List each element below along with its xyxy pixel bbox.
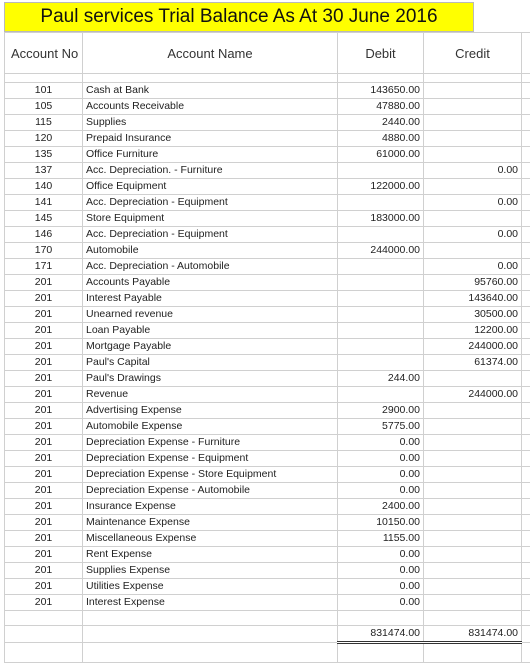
- empty-cell[interactable]: [522, 643, 530, 663]
- account-name-cell[interactable]: Automobile: [83, 243, 338, 259]
- debit-cell[interactable]: 143650.00: [338, 83, 424, 99]
- credit-cell[interactable]: [424, 515, 522, 531]
- credit-cell[interactable]: [424, 579, 522, 595]
- table-row: [5, 547, 530, 563]
- header-account-name[interactable]: Account Name: [83, 33, 338, 74]
- account-name-cell[interactable]: Cash at Bank: [83, 83, 338, 99]
- empty-cell[interactable]: [522, 339, 530, 355]
- empty-cell[interactable]: [522, 419, 530, 435]
- credit-cell[interactable]: [424, 371, 522, 387]
- table-row: [5, 291, 530, 307]
- empty-cell[interactable]: [522, 323, 530, 339]
- empty-cell[interactable]: [522, 483, 530, 499]
- debit-cell[interactable]: 10150.00: [338, 515, 424, 531]
- empty-cell[interactable]: [338, 643, 424, 663]
- empty-cell[interactable]: [338, 611, 424, 626]
- table-row: [5, 419, 530, 435]
- account-no-cell[interactable]: 201: [5, 419, 83, 435]
- empty-cell[interactable]: [5, 643, 83, 663]
- debit-cell[interactable]: [338, 227, 424, 243]
- account-name-cell[interactable]: Office Equipment: [83, 179, 338, 195]
- account-no-cell[interactable]: 115: [5, 115, 83, 131]
- empty-cell[interactable]: [522, 387, 530, 403]
- credit-cell[interactable]: [424, 451, 522, 467]
- credit-cell[interactable]: [424, 147, 522, 163]
- debit-cell[interactable]: 0.00: [338, 547, 424, 563]
- credit-cell[interactable]: 12200.00: [424, 323, 522, 339]
- empty-cell[interactable]: [83, 74, 338, 83]
- account-no-cell[interactable]: 201: [5, 595, 83, 611]
- account-no-cell[interactable]: 171: [5, 259, 83, 275]
- empty-cell[interactable]: [522, 531, 530, 547]
- debit-cell[interactable]: 183000.00: [338, 211, 424, 227]
- debit-cell[interactable]: [338, 163, 424, 179]
- account-no-cell[interactable]: 201: [5, 563, 83, 579]
- account-name-cell[interactable]: Depreciation Expense - Equipment: [83, 451, 338, 467]
- empty-cell[interactable]: [522, 307, 530, 323]
- total-credit-cell[interactable]: 831474.00: [424, 626, 522, 643]
- header-credit[interactable]: Credit: [424, 33, 522, 74]
- empty-cell[interactable]: [522, 147, 530, 163]
- account-name-cell[interactable]: Accounts Receivable: [83, 99, 338, 115]
- account-no-cell[interactable]: 140: [5, 179, 83, 195]
- empty-cell[interactable]: [83, 626, 338, 643]
- debit-cell[interactable]: 2900.00: [338, 403, 424, 419]
- credit-cell[interactable]: [424, 211, 522, 227]
- credit-cell[interactable]: [424, 467, 522, 483]
- account-name-cell[interactable]: Unearned revenue: [83, 307, 338, 323]
- empty-cell[interactable]: [522, 355, 530, 371]
- trial-balance-table: [4, 32, 530, 663]
- empty-cell[interactable]: [522, 499, 530, 515]
- credit-cell[interactable]: [424, 115, 522, 131]
- debit-cell[interactable]: 244000.00: [338, 243, 424, 259]
- table-row: [5, 483, 530, 499]
- account-name-cell[interactable]: Miscellaneous Expense: [83, 531, 338, 547]
- account-name-cell[interactable]: Loan Payable: [83, 323, 338, 339]
- empty-cell[interactable]: [522, 563, 530, 579]
- account-name-cell[interactable]: Acc. Depreciation - Equipment: [83, 227, 338, 243]
- debit-cell[interactable]: 0.00: [338, 595, 424, 611]
- table-row: [5, 179, 530, 195]
- table-row: [5, 531, 530, 547]
- account-no-cell[interactable]: 201: [5, 483, 83, 499]
- account-name-cell[interactable]: Acc. Depreciation. - Furniture: [83, 163, 338, 179]
- account-no-cell[interactable]: 201: [5, 339, 83, 355]
- table-row: [5, 243, 530, 259]
- empty-cell[interactable]: [522, 371, 530, 387]
- debit-cell[interactable]: 2440.00: [338, 115, 424, 131]
- account-name-cell[interactable]: Depreciation Expense - Store Equipment: [83, 467, 338, 483]
- table-row: [5, 323, 530, 339]
- credit-cell[interactable]: [424, 531, 522, 547]
- account-name-cell[interactable]: Supplies Expense: [83, 563, 338, 579]
- blank-row: [5, 611, 530, 626]
- empty-cell[interactable]: [5, 74, 83, 83]
- empty-cell[interactable]: [522, 435, 530, 451]
- empty-cell[interactable]: [522, 291, 530, 307]
- table-row: [5, 147, 530, 163]
- credit-cell[interactable]: 244000.00: [424, 339, 522, 355]
- table-row: [5, 387, 530, 403]
- empty-cell[interactable]: [522, 626, 530, 643]
- account-name-cell[interactable]: Store Equipment: [83, 211, 338, 227]
- credit-cell[interactable]: 0.00: [424, 195, 522, 211]
- totals-row: [5, 626, 530, 643]
- debit-cell[interactable]: [338, 259, 424, 275]
- table-row: [5, 275, 530, 291]
- debit-cell[interactable]: 0.00: [338, 451, 424, 467]
- account-no-cell[interactable]: 201: [5, 451, 83, 467]
- empty-cell[interactable]: [5, 626, 83, 643]
- empty-cell[interactable]: [522, 211, 530, 227]
- account-name-cell[interactable]: Paul's Capital: [83, 355, 338, 371]
- debit-cell[interactable]: 5775.00: [338, 419, 424, 435]
- blank-row: [5, 643, 530, 663]
- empty-cell[interactable]: [522, 99, 530, 115]
- credit-cell[interactable]: [424, 563, 522, 579]
- empty-cell[interactable]: [83, 643, 338, 663]
- credit-cell[interactable]: [424, 595, 522, 611]
- account-no-cell[interactable]: 201: [5, 403, 83, 419]
- account-no-cell[interactable]: 201: [5, 531, 83, 547]
- account-no-cell[interactable]: 201: [5, 387, 83, 403]
- account-name-cell[interactable]: Office Furniture: [83, 147, 338, 163]
- empty-cell[interactable]: [424, 74, 522, 83]
- debit-cell[interactable]: 0.00: [338, 483, 424, 499]
- empty-cell[interactable]: [522, 83, 530, 99]
- credit-cell[interactable]: 95760.00: [424, 275, 522, 291]
- account-name-cell[interactable]: Automobile Expense: [83, 419, 338, 435]
- table-row: [5, 403, 530, 419]
- empty-cell[interactable]: [522, 579, 530, 595]
- account-name-cell[interactable]: Depreciation Expense - Furniture: [83, 435, 338, 451]
- debit-cell[interactable]: [338, 323, 424, 339]
- total-debit-cell[interactable]: 831474.00: [338, 626, 424, 643]
- account-name-cell[interactable]: Interest Expense: [83, 595, 338, 611]
- account-no-cell[interactable]: 201: [5, 467, 83, 483]
- table-row: [5, 579, 530, 595]
- empty-cell[interactable]: [522, 115, 530, 131]
- debit-cell[interactable]: [338, 355, 424, 371]
- account-no-cell[interactable]: 141: [5, 195, 83, 211]
- debit-cell[interactable]: [338, 275, 424, 291]
- credit-cell[interactable]: [424, 499, 522, 515]
- debit-cell[interactable]: 47880.00: [338, 99, 424, 115]
- account-name-cell[interactable]: Supplies: [83, 115, 338, 131]
- credit-cell[interactable]: [424, 483, 522, 499]
- debit-cell[interactable]: [338, 307, 424, 323]
- debit-cell[interactable]: 0.00: [338, 467, 424, 483]
- account-name-cell[interactable]: Acc. Depreciation - Automobile: [83, 259, 338, 275]
- account-name-cell[interactable]: Acc. Depreciation - Equipment: [83, 195, 338, 211]
- debit-cell[interactable]: [338, 387, 424, 403]
- account-no-cell[interactable]: 201: [5, 291, 83, 307]
- account-no-cell[interactable]: 201: [5, 371, 83, 387]
- debit-cell[interactable]: 0.00: [338, 435, 424, 451]
- account-no-cell[interactable]: 201: [5, 307, 83, 323]
- credit-cell[interactable]: [424, 547, 522, 563]
- account-no-cell[interactable]: 201: [5, 499, 83, 515]
- account-no-cell[interactable]: 201: [5, 323, 83, 339]
- account-name-cell[interactable]: Depreciation Expense - Automobile: [83, 483, 338, 499]
- credit-cell[interactable]: [424, 403, 522, 419]
- empty-cell[interactable]: [83, 611, 338, 626]
- table-row: [5, 435, 530, 451]
- empty-cell[interactable]: [522, 515, 530, 531]
- account-no-cell[interactable]: 105: [5, 99, 83, 115]
- debit-cell[interactable]: [338, 195, 424, 211]
- account-no-cell[interactable]: 137: [5, 163, 83, 179]
- account-name-cell[interactable]: Rent Expense: [83, 547, 338, 563]
- account-name-cell[interactable]: Insurance Expense: [83, 499, 338, 515]
- table-row: [5, 307, 530, 323]
- account-no-cell[interactable]: 201: [5, 435, 83, 451]
- account-no-cell[interactable]: 170: [5, 243, 83, 259]
- account-no-cell[interactable]: 101: [5, 83, 83, 99]
- empty-cell[interactable]: [522, 275, 530, 291]
- debit-cell[interactable]: 1155.00: [338, 531, 424, 547]
- table-row: [5, 195, 530, 211]
- account-name-cell[interactable]: Prepaid Insurance: [83, 131, 338, 147]
- empty-cell[interactable]: [522, 259, 530, 275]
- empty-cell[interactable]: [522, 547, 530, 563]
- credit-cell[interactable]: 30500.00: [424, 307, 522, 323]
- empty-cell[interactable]: [522, 195, 530, 211]
- table-row: [5, 115, 530, 131]
- empty-cell[interactable]: [522, 227, 530, 243]
- empty-cell[interactable]: [522, 243, 530, 259]
- empty-cell[interactable]: [522, 451, 530, 467]
- empty-cell[interactable]: [522, 74, 530, 83]
- table-row: [5, 131, 530, 147]
- credit-cell[interactable]: [424, 99, 522, 115]
- account-no-cell[interactable]: 201: [5, 275, 83, 291]
- table-row: [5, 595, 530, 611]
- account-name-cell[interactable]: Mortgage Payable: [83, 339, 338, 355]
- header-account-no[interactable]: Account No: [5, 33, 83, 74]
- credit-cell[interactable]: [424, 131, 522, 147]
- empty-cell[interactable]: [522, 131, 530, 147]
- debit-cell[interactable]: 244.00: [338, 371, 424, 387]
- credit-cell[interactable]: 0.00: [424, 227, 522, 243]
- debit-cell[interactable]: 0.00: [338, 563, 424, 579]
- table-row: [5, 563, 530, 579]
- account-no-cell[interactable]: 201: [5, 579, 83, 595]
- credit-cell[interactable]: 0.00: [424, 259, 522, 275]
- account-name-cell[interactable]: Interest Payable: [83, 291, 338, 307]
- empty-cell[interactable]: [522, 403, 530, 419]
- spacer-row: [5, 74, 530, 83]
- table-row: [5, 227, 530, 243]
- credit-cell[interactable]: 244000.00: [424, 387, 522, 403]
- table-row: [5, 499, 530, 515]
- table-row: [5, 371, 530, 387]
- account-no-cell[interactable]: 135: [5, 147, 83, 163]
- table-row: [5, 83, 530, 99]
- empty-cell[interactable]: [5, 611, 83, 626]
- credit-cell[interactable]: [424, 419, 522, 435]
- account-name-cell[interactable]: Revenue: [83, 387, 338, 403]
- empty-cell[interactable]: [522, 611, 530, 626]
- header-debit[interactable]: Debit: [338, 33, 424, 74]
- table-row: [5, 467, 530, 483]
- debit-cell[interactable]: [338, 339, 424, 355]
- debit-cell[interactable]: 122000.00: [338, 179, 424, 195]
- debit-cell[interactable]: 0.00: [338, 579, 424, 595]
- empty-cell[interactable]: [522, 595, 530, 611]
- table-row: [5, 451, 530, 467]
- empty-cell[interactable]: [424, 611, 522, 626]
- account-no-cell[interactable]: 201: [5, 547, 83, 563]
- table-row: [5, 163, 530, 179]
- debit-cell[interactable]: 4880.00: [338, 131, 424, 147]
- table-row: [5, 355, 530, 371]
- account-no-cell[interactable]: 201: [5, 355, 83, 371]
- empty-cell[interactable]: [338, 74, 424, 83]
- account-name-cell[interactable]: Advertising Expense: [83, 403, 338, 419]
- sheet-title[interactable]: Paul services Trial Balance As At 30 June 2016: [4, 2, 474, 32]
- account-name-cell[interactable]: Paul's Drawings: [83, 371, 338, 387]
- credit-cell[interactable]: 143640.00: [424, 291, 522, 307]
- account-name-cell[interactable]: Utilities Expense: [83, 579, 338, 595]
- credit-cell[interactable]: 61374.00: [424, 355, 522, 371]
- empty-cell[interactable]: [522, 163, 530, 179]
- empty-cell[interactable]: [522, 467, 530, 483]
- credit-cell[interactable]: 0.00: [424, 163, 522, 179]
- table-row: [5, 339, 530, 355]
- account-name-cell[interactable]: Accounts Payable: [83, 275, 338, 291]
- empty-cell[interactable]: [424, 643, 522, 663]
- account-no-cell[interactable]: 120: [5, 131, 83, 147]
- account-no-cell[interactable]: 201: [5, 515, 83, 531]
- table-row: [5, 211, 530, 227]
- empty-cell[interactable]: [522, 33, 530, 74]
- credit-cell[interactable]: [424, 179, 522, 195]
- debit-cell[interactable]: 2400.00: [338, 499, 424, 515]
- credit-cell[interactable]: [424, 83, 522, 99]
- debit-cell[interactable]: [338, 291, 424, 307]
- account-name-cell[interactable]: Maintenance Expense: [83, 515, 338, 531]
- account-no-cell[interactable]: 146: [5, 227, 83, 243]
- credit-cell[interactable]: [424, 243, 522, 259]
- header-row: [5, 33, 530, 74]
- table-row: [5, 515, 530, 531]
- account-no-cell[interactable]: 145: [5, 211, 83, 227]
- credit-cell[interactable]: [424, 435, 522, 451]
- debit-cell[interactable]: 61000.00: [338, 147, 424, 163]
- table-row: [5, 99, 530, 115]
- empty-cell[interactable]: [522, 179, 530, 195]
- table-row: [5, 259, 530, 275]
